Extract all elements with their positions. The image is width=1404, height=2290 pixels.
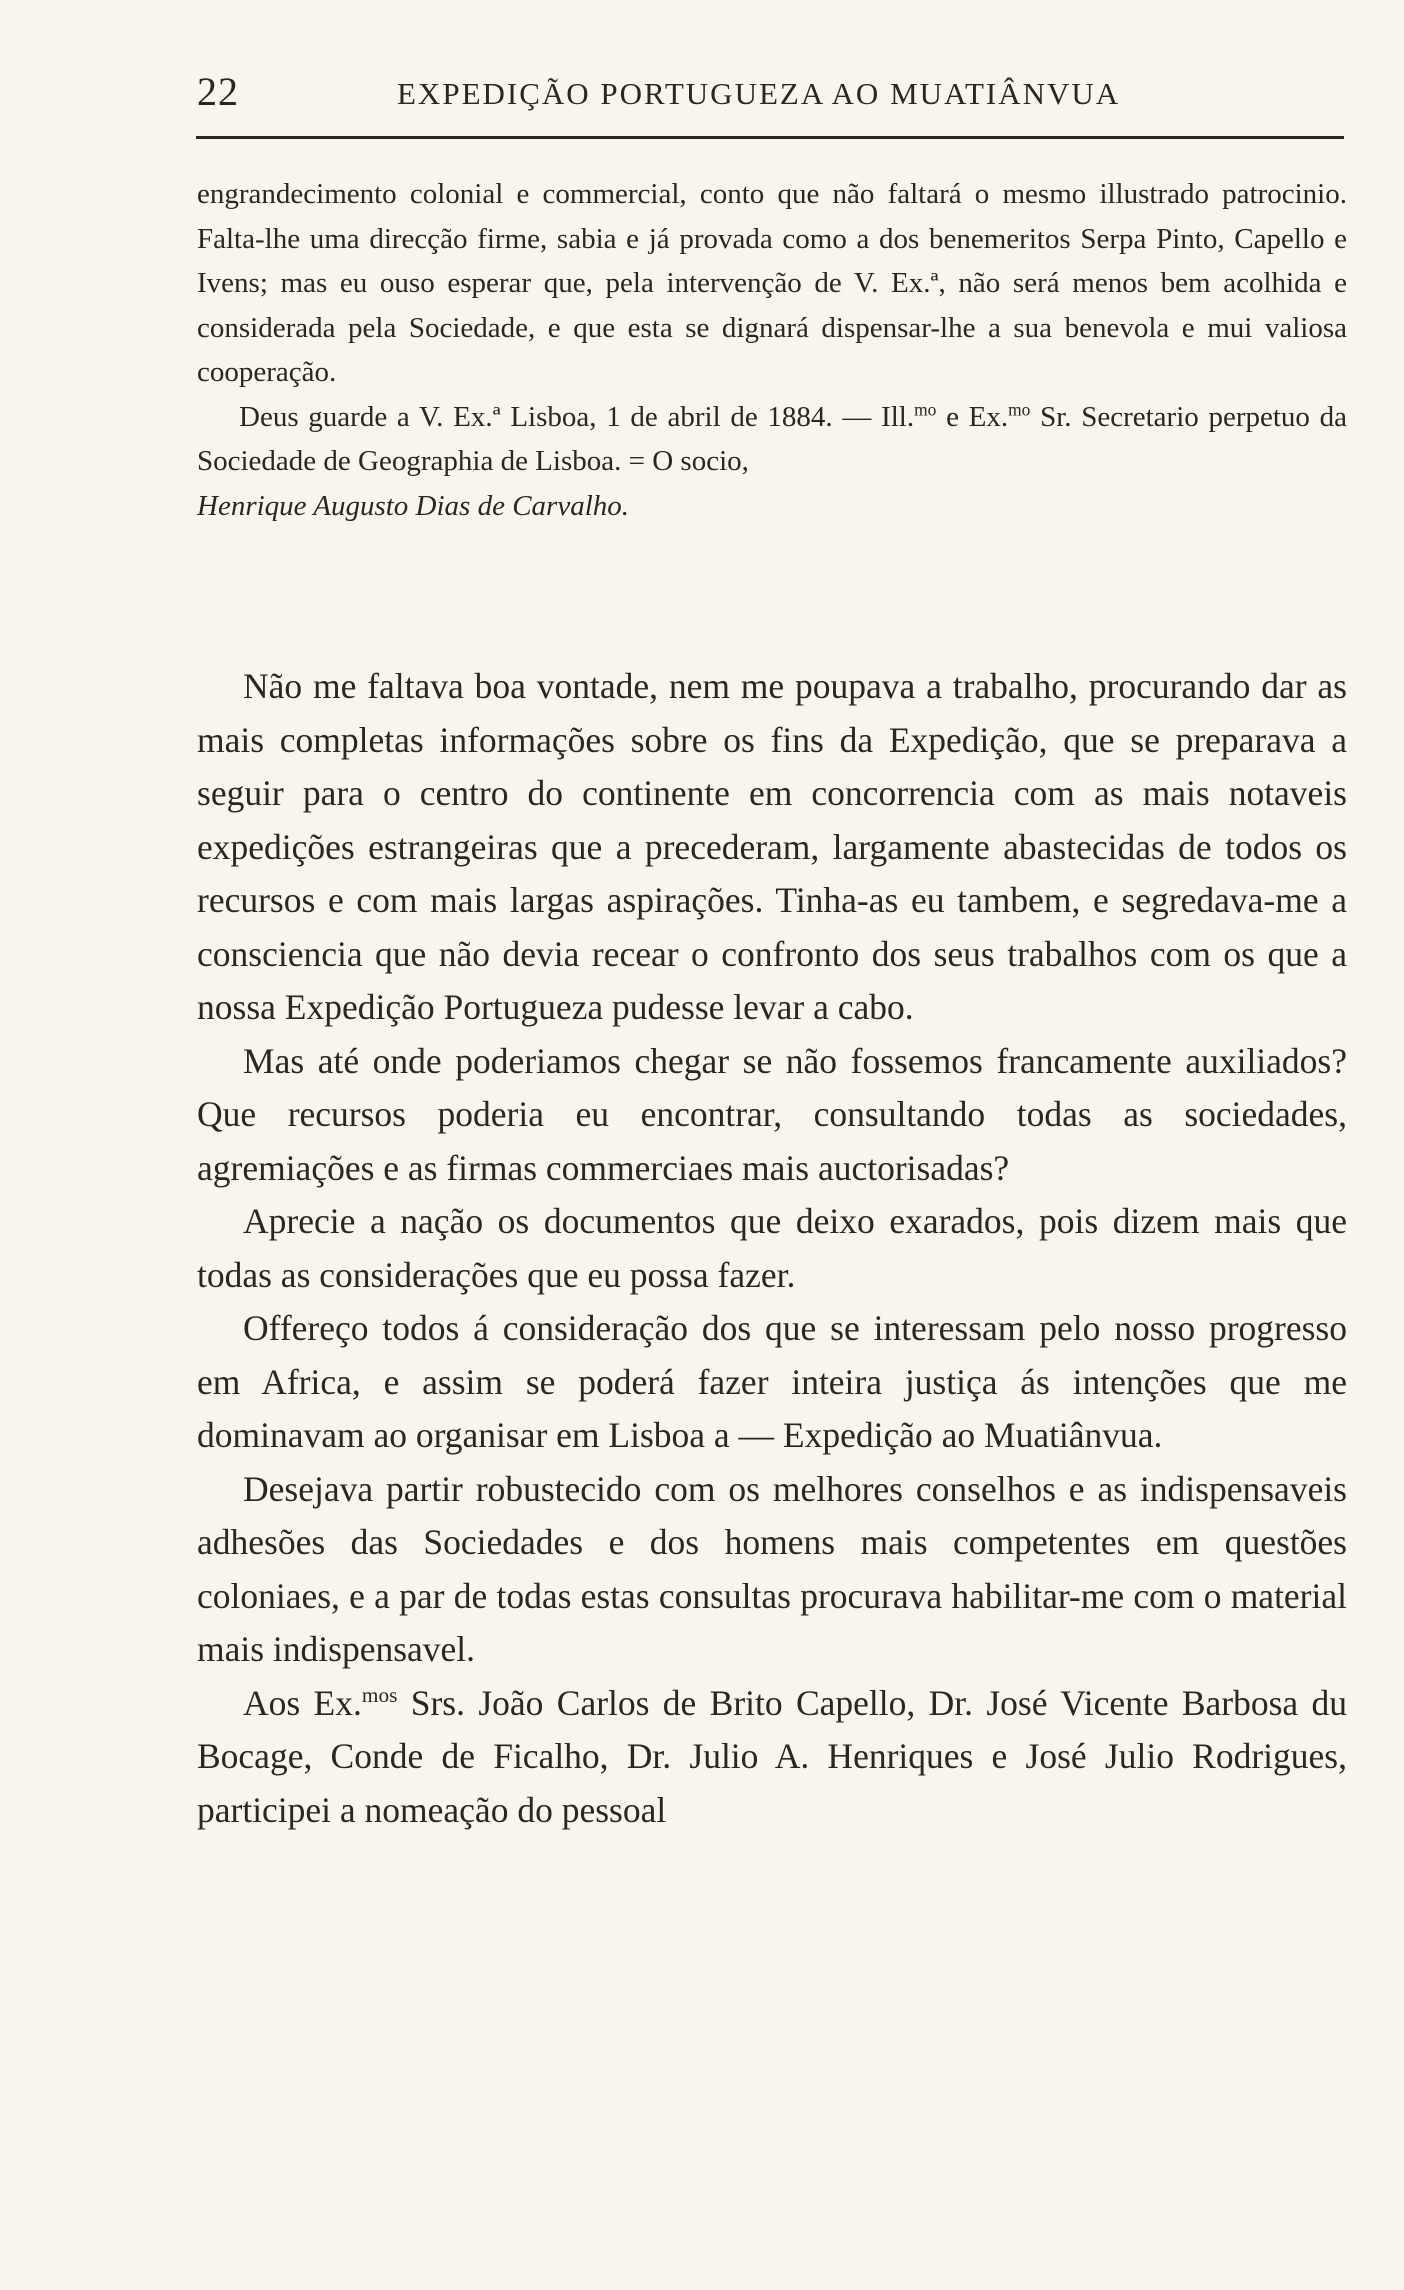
body-paragraph-text: Aos Ex. (243, 1682, 362, 1723)
letter-closing-text: e Ex. (936, 400, 1009, 433)
page-header (197, 68, 1347, 128)
letter-closing-text: Sr. Secretario perpetuo da Sociedade de Geographia de Lisboa. = O socio, (197, 400, 1348, 477)
letter-excerpt (197, 172, 1347, 528)
body-paragraph: Aprecie a nação os documentos que deixo exarados, pois dizem mais que todas as considerações que eu possa fazer. (197, 1201, 1347, 1295)
body-paragraph-text: Srs. João Carlos de Brito Capello, Dr. José Vicente Barbosa du Bocage, Conde de Ficalho, Dr. Julio A. Henriques e José Julio Rodrigues, participei a nomeação do pessoal (197, 1682, 1347, 1830)
body-paragraph: Não me faltava boa vontade, nem me poupava a trabalho, procurando dar as mais completas informações sobre os fins da Expedição, que se preparava a seguir para o centro do continente em concorrencia com as mais notaveis expedições estrangeiras que a precederam, largamente abastecidas de todos os recursos e com mais largas aspirações. Tinha-as eu tambem, e segredava-me a consciencia que não devia recear o confronto dos seus trabalhos com os que a nossa Expedição Portugueza pudesse levar a cabo. (197, 666, 1347, 1027)
body-paragraph (197, 1677, 1347, 1838)
letter-signature: Henrique Augusto Dias de Carvalho. (197, 489, 630, 522)
main-text (197, 660, 1347, 1837)
body-paragraph: Desejava partir robustecido com os melhores conselhos e as indispensaveis adhesões das Sociedades e dos homens mais competentes em questões coloniaes, e a par de todas estas consultas procurava habilitar-me com o material mais indispensavel. (197, 1468, 1347, 1669)
superscript: mo (914, 398, 937, 419)
running-title: EXPEDIÇÃO PORTUGUEZA AO MUATIÂNVUA (397, 76, 1121, 111)
body-paragraph: Offereço todos á consideração dos que se interessam pelo nosso progresso em Africa, e assim se poderá fazer inteira justiça ás intenções que me dominavam ao organisar em Lisboa a — Expedição ao Muatiânvua. (197, 1308, 1347, 1455)
letter-paragraph: engrandecimento colonial e commercial, conto que não faltará o mesmo illustrado patrocinio. Falta-lhe uma direcção firme, sabia e já provada como a dos benemeritos Serpa Pinto, Capello e Ivens; mas eu ouso esperar que, pela intervenção de V. Ex.ª, não será menos bem acolhida e considerada pela Sociedade, e que esta se dignará dispensar-lhe a sua benevola e mui valiosa cooperação. (197, 178, 1347, 388)
superscript: mo (1008, 398, 1031, 419)
body-paragraph: Mas até onde poderiamos chegar se não fossemos francamente auxiliados? Que recursos poderia eu encontrar, consultando todas as sociedades, agremiações e as firmas commerciaes mais auctorisadas? (197, 1040, 1347, 1188)
header-rule (196, 136, 1344, 139)
letter-closing-text: Deus guarde a V. Ex.ª Lisboa, 1 de abril de 1884. — Ill. (239, 400, 915, 433)
letter-closing (197, 395, 1347, 484)
page-number: 22 (197, 69, 239, 114)
superscript: mos (361, 1682, 398, 1707)
